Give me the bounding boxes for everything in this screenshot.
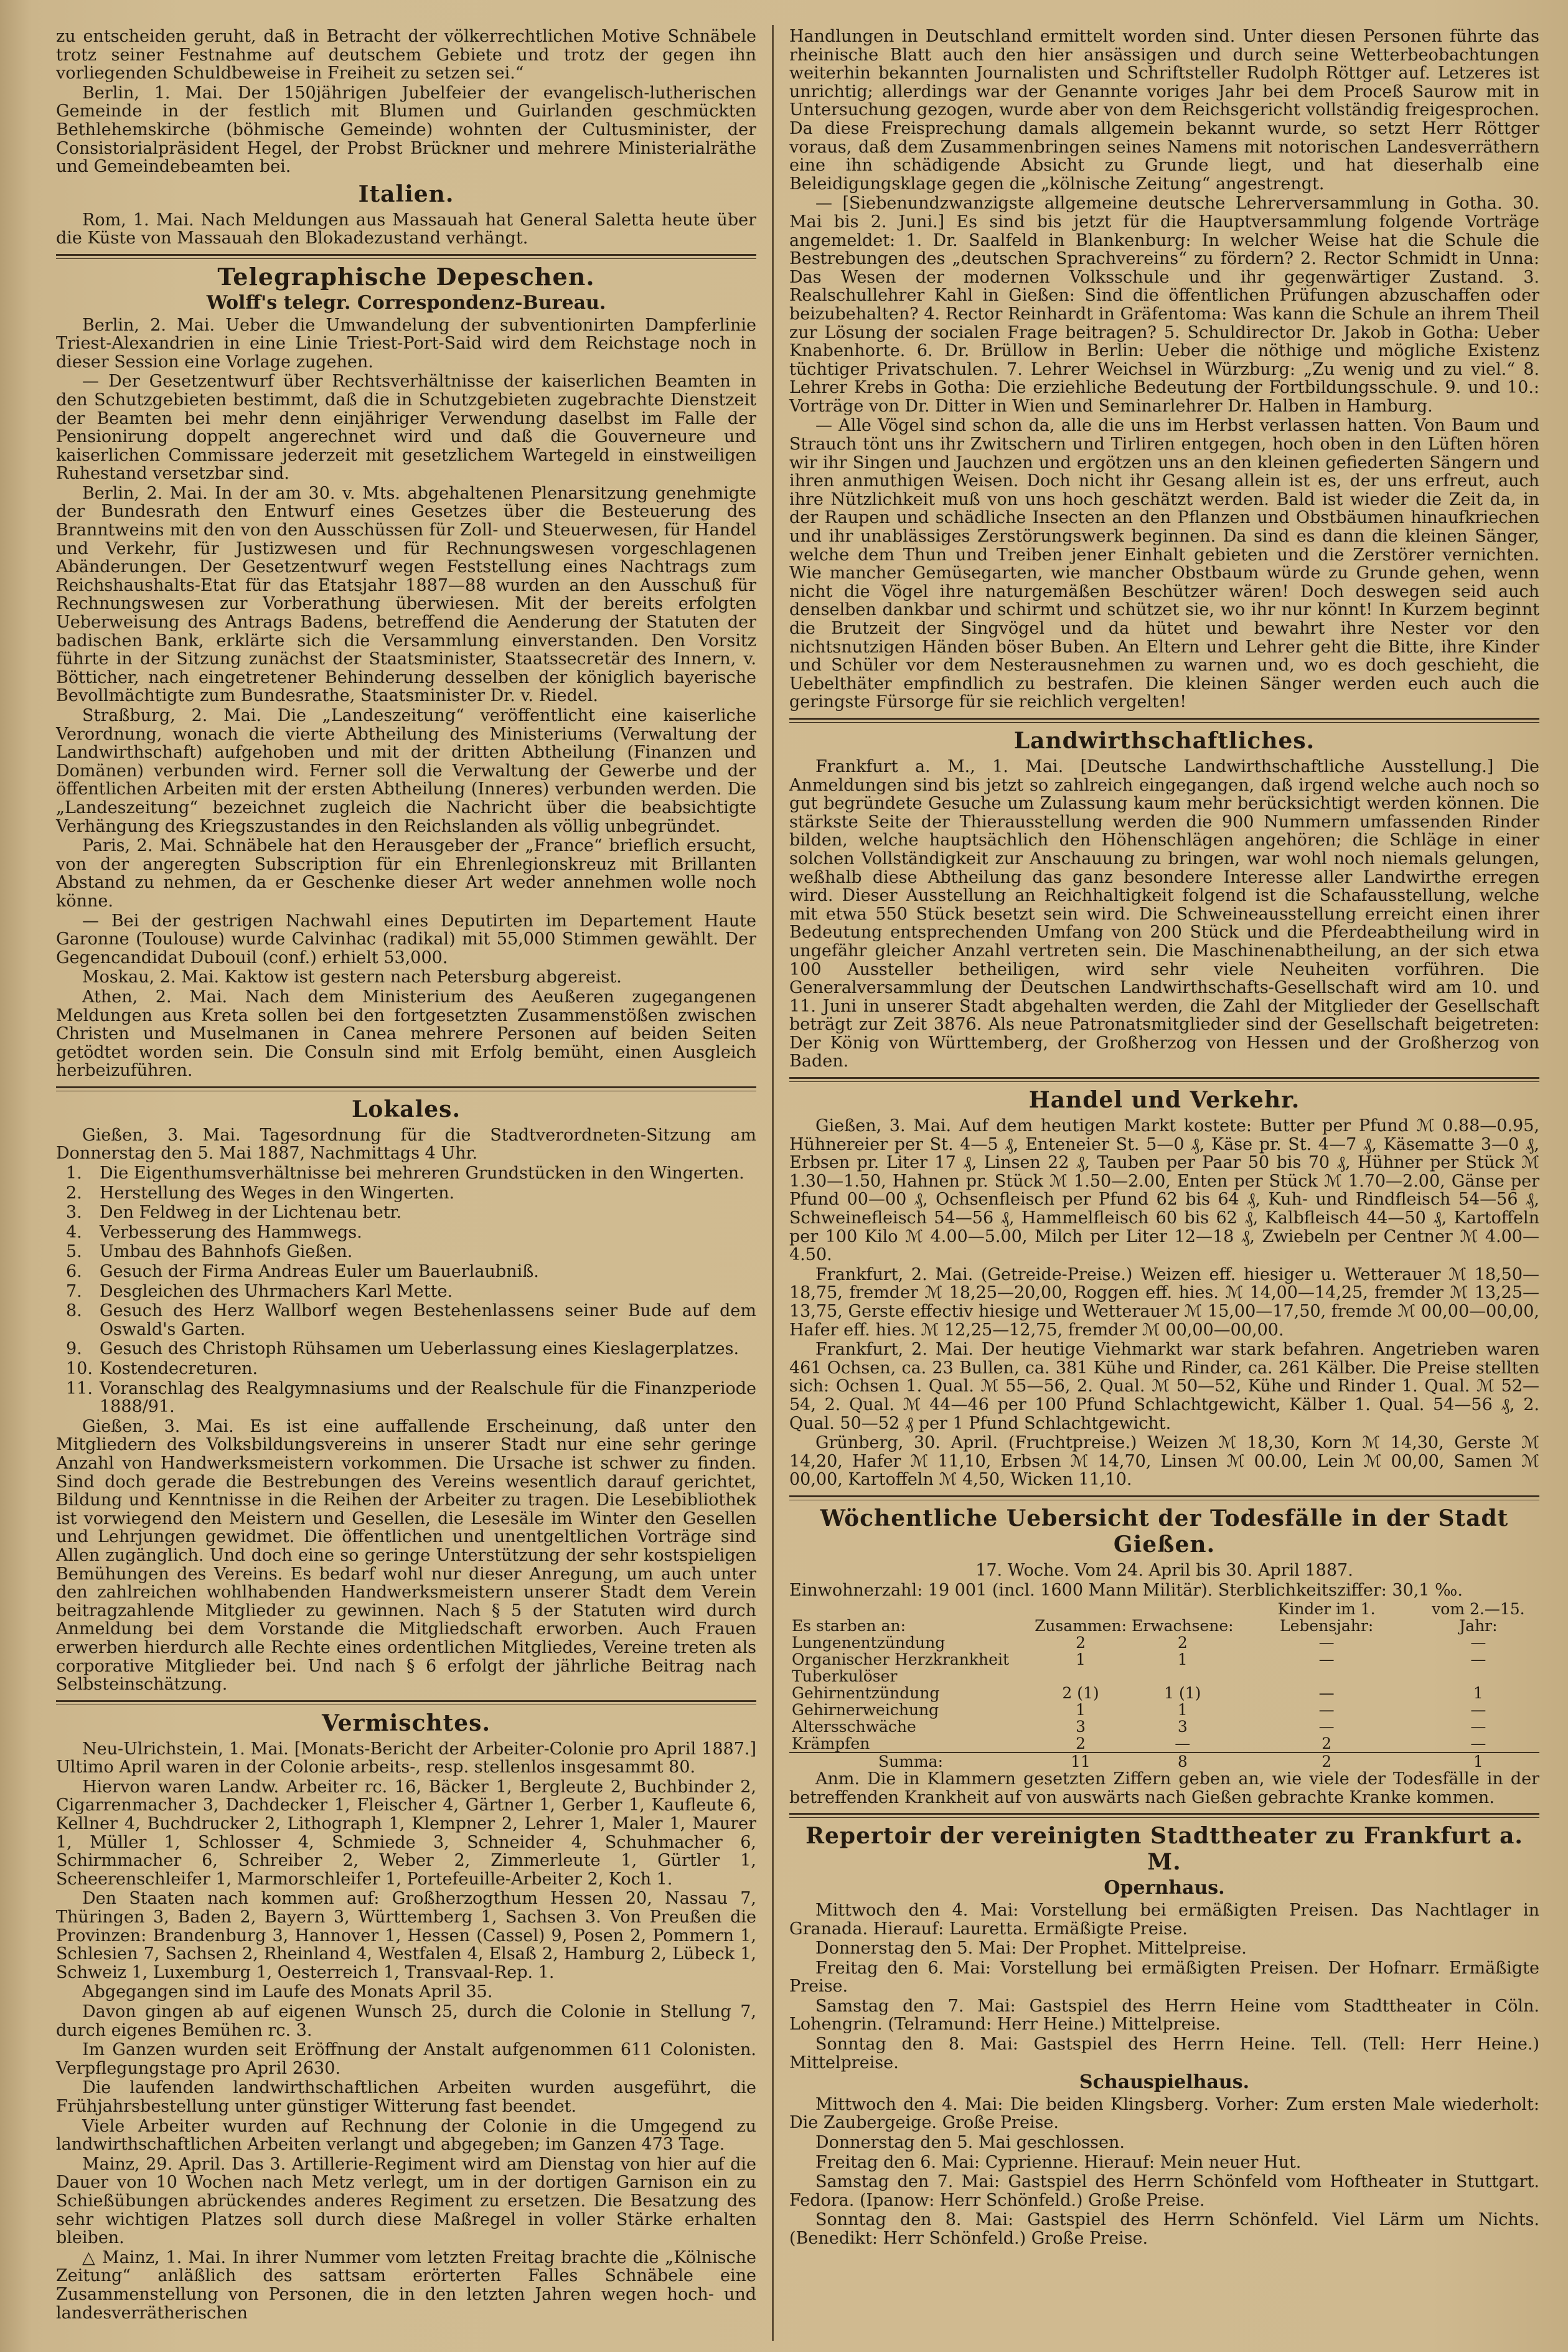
article-paragraph: Grünberg, 30. April. (Fruchtpreise.) Weizen ℳ 18,30, Korn ℳ 14,30, Gerste ℳ 14,20, Hafer ℳ 11,10, Erbsen ℳ 14,70, Linsen ℳ 00.00, Lein ℳ 00,00, Samen ℳ 00,00, Kartoffeln ℳ 4,50, Wicken 11,10. (789, 1433, 1539, 1490)
list-item: 9. Gesuch des Christoph Rühsamen um Ueberlassung eines Kieslagerplatzes. (66, 1339, 739, 1359)
list-item: 2. Herstellung des Weges in den Wingerten. (66, 1183, 455, 1203)
table-cell: — (1175, 1734, 1191, 1753)
table-row (789, 1718, 1539, 1735)
list-item: 8. Gesuch des Herz Wallborf wegen Bestehenlassens seiner Bude auf dem Oswald's Garten. (66, 1301, 756, 1339)
list-item: 3. Den Feldweg in der Lichtenau betr. (66, 1203, 402, 1223)
table-cell: Summa: (878, 1752, 944, 1771)
table-cell: — (1318, 1650, 1335, 1669)
table-cell: — (1470, 1634, 1486, 1652)
schedule-item: Sonntag den 8. Mai: Gastspiel des Herrn Heine. Tell. (Tell: Herr Heine.) Mittelpreise. (789, 2034, 1539, 2072)
section-heading-repertoir: Repertoir der vereinigten Stadttheater zu Frankfurt a. M. (805, 1823, 1523, 1876)
table-cell: Tuberkulöser Gehirnentzündung (792, 1667, 940, 1703)
left-column (56, 27, 756, 2323)
telegraph-items (56, 316, 756, 1080)
article-paragraph: Gießen, 3. Mai. Tagesordnung für die Stadtverordneten-Sitzung am Donnerstag den 5. Mai 1887, Nachmittags 4 Uhr. (56, 1125, 756, 1164)
table-cell: 1 (1473, 1684, 1483, 1703)
table-header-cell: Erwachsene: (1132, 1617, 1234, 1635)
table-cell: 1 (1) (1164, 1684, 1201, 1703)
table-cell: Lungenentzündung (792, 1634, 946, 1652)
section-heading-todesfaelle: Wöchentliche Uebersicht der Todesfälle in der Stadt Gießen. (820, 1505, 1509, 1558)
table-cell: 2 (1322, 1734, 1332, 1753)
agenda-list (56, 1164, 756, 1416)
section-heading-vermischtes: Vermischtes. (322, 1710, 491, 1736)
table-row (789, 1634, 1539, 1651)
table-cell: Organischer Herzkrankheit (792, 1650, 1009, 1669)
schedule-item: Samstag den 7. Mai: Gastspiel des Herrn Schönfeld vom Hoftheater in Stuttgart. Fedora. (Ipanow: Herr Schönfeld.) Große Preise. (789, 2172, 1539, 2210)
article-paragraph: Rom, 1. Mai. Nach Meldungen aus Massauah hat General Saletta heute über die Küste von Massauah den Blokadezustand verhängt. (56, 210, 756, 248)
list-item: 11. Voranschlag des Realgymnasiums und der Realschule für die Finanzperiode 1888/91. (66, 1378, 756, 1417)
article-paragraph: Frankfurt, 2. Mai. Der heutige Viehmarkt war stark befahren. Angetrieben waren 461 Ochsen, ca. 23 Bullen, ca. 381 Kühe und Rinder, ca. 261 Kälber. Die Preise stellten sich: Ochsen 1. Qual. ℳ 55—56, 2. Qual. ℳ 50—52, Kühe und Rinder 1. Qual. ℳ 52—54, 2. Qual. ℳ 44—46 per 100 Pfund Schlachtgewicht, Kälber 1. Qual. 54—56 ₰, 2. Qual. 50—52 ₰ per 1 Pfund Schlachtgewicht. (789, 1340, 1539, 1433)
table-header-cell: vom 2.—15. Jahr: (1432, 1600, 1525, 1635)
table-cell: 11 (1071, 1752, 1091, 1771)
subheading-schauspielhaus: Schauspielhaus. (1079, 2071, 1250, 2094)
column-divider (772, 25, 774, 2341)
article-paragraph: Straßburg, 2. Mai. Die „Landeszeitung“ veröffentlicht eine kaiserliche Verordnung, wonach die vierte Abtheilung des Ministeriums (Verwaltung der Landwirthschaft) aufgehoben und mit der dritten Abtheilung (Finanzen und Domänen) verbunden wird. Ferner soll die Verwaltung der Gewerbe und der öffentlichen Arbeiten mit der ersten Abtheilung (Inneres) verbunden werden. Die „Landeszeitung“ bezeichnet zugleich die Nachricht über die beabsichtigte Verhängung des Kriegszustandes in den Reichslanden als völlig unbegründet. (56, 706, 756, 836)
article-paragraph: Mainz, 29. April. Das 3. Artillerie-Regiment wird am Dienstag von hier auf die Dauer von 10 Wochen nach Metz verlegt, um in der dortigen Garnison ein zu Schießübungen abrückendes anderes Regiment zu ersetzen. Die Besatzung des sehr wichtigen Platzes soll durch diese Maßregel in voller Stärke erhalten bleiben. (56, 2154, 756, 2248)
section-rule (789, 1077, 1539, 1082)
article-paragraph: △ Mainz, 1. Mai. In ihrer Nummer vom letzten Freitag brachte die „Kölnische Zeitung“ anläßlich des sattsam erörterten Falles Schnäbele eine Zusammenstellung von Personen, die in den letzten Jahren wegen hoch- und landesverrätherischen (56, 2247, 756, 2323)
table-cell: 2 (1076, 1634, 1086, 1652)
intro-paragraph: zu entscheiden geruht, daß in Betracht der völkerrechtlichen Motive Schnäbele trotz seiner Festnahme auf deutschem Gebiete und trotz der gegen ihn vorliegenden Schuldbeweise in Freiheit zu setzen sei.“ (56, 27, 756, 83)
article-paragraph: Moskau, 2. Mai. Kaktow ist gestern nach Petersburg abgereist. (82, 967, 622, 987)
article-paragraph: — Bei der gestrigen Nachwahl eines Deputirten im Departement Haute Garonne (Toulouse) wurde Calvinhac (radikal) mit 55,000 Stimmen gewählt. Der Gegencandidat Dubouil (conf.) erhielt 53,000. (56, 911, 756, 967)
table-cell: 2 (1322, 1752, 1332, 1771)
article-paragraph: Gießen, 3. Mai. Es ist eine auffallende Erscheinung, daß unter den Mitgliedern des Volksbildungsvereins in unserer Stadt nur eine sehr geringe Anzahl von Handwerksmeistern vorkommen. Die Ursache ist schwer zu finden. Sind doch gerade die Bestrebungen des Vereins wesentlich darauf gerichtet, Bildung und Kenntnisse in die Reihen der Arbeiter zu tragen. Die Lesebibliothek ist vorwiegend den Meistern und Gesellen, die Lesesäle im Winter den Gesellen und Lehrjungen gewidmet. Die öffentlichen und unentgeltlichen Vorträge sind Allen zugänglich. Und doch eine so geringe Unterstützung der sehr kostspieligen Bemühungen des Vereins. Es bedarf wohl nur dieser Anregung, um auch unter den zahlreichen wohlhabenden Handwerksmeistern unserer Stadt dem Verein beitragzahlende Mitglieder zu gewinnen. Nach § 5 der Statuten wird durch Anmeldung bei dem Vorstande die Mitgliedschaft erworben. Auch Frauen erwerben hierdurch alle Rechte eines ordentlichen Mitgliedes, Vereine treten als corporative Mitglieder bei. Und nach § 6 erfolgt der jährliche Beitrag nach Selbsteinschätzung. (56, 1416, 756, 1695)
article-paragraph: — [Siebenundzwanzigste allgemeine deutsche Lehrerversammlung in Gotha. 30. Mai bis 2. Juni.] Es sind bis jetzt für die Hauptversammlung folgende Vorträge angemeldet: 1. Dr. Saalfeld in Blankenburg: In welcher Weise hat die Schule die Bestrebungen des „deutschen Sprachvereins“ zu fördern? 2. Rector Schmidt in Unna: Das Wesen der modernen Volksschule und ihr gegenwärtiger Zustand. 3. Realschullehrer Kahl in Gießen: Sind die öffentlichen Prüfungen abzuschaffen oder beizubehalten? 4. Rector Reinhardt in Gräfentoma: Was kann die Schule an ihrem Theil zur Lösung der socialen Frage beitragen? 5. Schuldirector Dr. Jakob in Gotha: Ueber Knabenhorte. 6. Dr. Brüllow in Berlin: Ueber die nöthige und mögliche Existenz tüchtiger Privatschulen. 7. Lehrer Weichsel in Würzburg: „Zu wenig und zu viel.“ 8. Lehrer Krebs in Gotha: Die erziehliche Bedeutung der Fortbildungsschule. 9. und 10.: Vorträge von Dr. Ditter in Wien und Seminarlehrer Dr. Halben in Hamburg. (789, 194, 1539, 416)
schedule-item: Freitag den 6. Mai: Vorstellung bei ermäßigten Preisen. Der Hofnarr. Ermäßigte Preise. (789, 1958, 1539, 1997)
section-heading-telegraph: Telegraphische Depeschen. (217, 262, 595, 291)
table-cell: — (1470, 1734, 1486, 1753)
article-paragraph: Hiervon waren Landw. Arbeiter rc. 16, Bäcker 1, Bergleute 2, Buchbinder 2, Cigarrenmacher 3, Dachdecker 1, Fleischer 4, Gärtner 1, Gerber 1, Kaufleute 6, Kellner 4, Buchdrucker 2, Lithograph 1, Klempner 2, Lehrer 1, Maler 1, Maurer 1, Müller 1, Schlosser 4, Schmiede 3, Schneider 4, Schuhmacher 6, Schirmmacher 6, Schreiber 2, Weber 2, Zimmerleute 1, Gürtler 1, Scheerenschleifer 1, Marmorschleifer 1, Portefeuille-Arbeiter 2, Koch 1. (56, 1777, 756, 1889)
table-cell: 1 (1473, 1752, 1483, 1771)
section-rule (789, 1495, 1539, 1500)
article-paragraph: Davon gingen ab auf eigenen Wunsch 25, durch die Colonie in Stellung 7, durch eigenes Bemühen rc. 3. (56, 2002, 756, 2040)
section-heading-handel: Handel und Verkehr. (1028, 1087, 1300, 1114)
table-row (789, 1701, 1539, 1718)
section-rule (789, 1813, 1539, 1818)
table-cell: 8 (1177, 1752, 1188, 1771)
table-cell: 1 (1076, 1650, 1086, 1669)
section-rule (56, 254, 756, 259)
article-paragraph: Gießen, 3. Mai. Auf dem heutigen Markt kostete: Butter per Pfund ℳ 0.88—0.95, Hühnereier per St. 4—5 ₰, Enteneier St. 5—0 ₰, Käse pr. St. 4—7 ₰, Käsematte 3—0 ₰, Erbsen pr. Liter 17 ₰, Linsen 22 ₰, Tauben per Paar 50 bis 70 ₰, Hühner per Stück ℳ 1.30—1.50, Hahnen pr. Stück ℳ 1.50—2.00, Enten per Stück ℳ 1.70—2.00, Gänse per Pfund 00—00 ₰, Ochsenfleisch per Pfund 62 bis 64 ₰, Kuh- und Rindfleisch 54—56 ₰, Schweinefleisch 54—56 ₰, Hammelfleisch 60 bis 62 ₰, Kalbfleisch 44—50 ₰, Kartoffeln per 100 Kilo ℳ 4.00—5.00, Milch per Liter 12—18 ₰, Zwiebeln per Centner ℳ 4.00—4.50. (789, 1116, 1539, 1265)
section-heading-lokales: Lokales. (352, 1096, 461, 1122)
section-heading-italien: Italien. (358, 181, 454, 207)
subheading-opernhaus: Opernhaus. (1104, 1877, 1225, 1899)
table-cell: — (1470, 1650, 1486, 1669)
section-rule (789, 718, 1539, 723)
table-header-cell: Es starben an: (792, 1617, 906, 1635)
table-cell: — (1318, 1718, 1335, 1736)
list-item: 4. Verbesserung des Hammwegs. (66, 1222, 362, 1242)
section-rule (56, 1086, 756, 1091)
table-cell: 2 (1) (1062, 1684, 1099, 1703)
table-header-row (789, 1601, 1539, 1634)
table-cell: 1 (1177, 1701, 1188, 1719)
article-paragraph: Neu-Ulrichstein, 1. Mai. [Monats-Bericht der Arbeiter-Colonie pro April 1887.] Ultimo April waren in der Colonie arbeits-, resp. stellenlos insgesammt 80. (56, 1739, 756, 1777)
article-paragraph: Athen, 2. Mai. Nach dem Ministerium des Aeußeren zugegangenen Meldungen aus Kreta sollen bei den fortgesetzten Zusammenstößen zwischen Christen und Muselmanen in Canea mehrere Personen auf beiden Seiten getödtet worden sein. Die Consuln sind mit Erfolg bemüht, einen Ausgleich herbeizuführen. (56, 987, 756, 1081)
list-item: 6. Gesuch der Firma Andreas Euler um Bauerlaubniß. (66, 1262, 539, 1282)
article-paragraph: Berlin, 2. Mai. In der am 30. v. Mts. abgehaltenen Plenarsitzung genehmigte der Bundesrath den Entwurf eines Gesetzes über die Besteuerung des Branntweins mit den von den Ausschüssen für Zoll- und Steuerwesen, für Handel und Verkehr, für Justizwesen und für Rechnungswesen vorgeschlagenen Abänderungen. Der Gesetzentwurf wegen Feststellung eines Nachtrags zum Reichshaushalts-Etat für das Etatsjahr 1887—88 wurden an den Ausschuß für Rechnungswesen zur Vorberathung überwiesen. Mit der bereits erfolgten Ueberweisung des Antrags Badens, betreffend die Aenderung der Statuten der badischen Bank, erklärte sich die Versammlung einverstanden. Den Vorsitz führte in der Sitzung zunächst der Staatsminister, Staatssecretär des Innern, v. Bötticher, nach eingetretener Behinderung desselben der königlich bayerische Bevollmächtigte zum Bundesrathe, Staatsminister Dr. v. Riedel. (56, 483, 756, 706)
table-cell: Altersschwäche (792, 1718, 916, 1736)
schedule-item: Mittwoch den 4. Mai: Die beiden Klingsberg. Vorher: Zum ersten Male wiederholt: Die Zaubergeige. Große Preise. (789, 2094, 1539, 2133)
article-paragraph: Den Staaten nach kommen auf: Großherzogthum Hessen 20, Nassau 7, Thüringen 3, Baden 2, Bayern 3, Württemberg 1, Sachsen 3. Von Preußen die Provinzen: Brandenburg 3, Hannover 1, Hessen (Cassel) 9, Posen 2, Pommern 1, Schlesien 7, Sachsen 2, Rheinland 4, Westfalen 4, Elsaß 2, Hamburg 2, Lübeck 1, Schweiz 1, Luxemburg 1, Oesterreich 1, Transvaal-Rep. 1. (56, 1889, 756, 1982)
schedule-item: Freitag den 6. Mai: Cyprienne. Hierauf: Mein neuer Hut. (815, 2152, 1302, 2172)
article-paragraph: Handlungen in Deutschland ermittelt worden sind. Unter diesen Personen führte das rheinische Blatt auch den hier ansässigen und durch seine Wetterbeobachtungen weiterhin bekannten Journalisten und Schriftsteller Rudolph Röttger auf. Letzeres ist unrichtig; allerdings war der Genannte voriges Jahr bei dem Proceß Saurow mit in Untersuchung gezogen, wurde aber von dem Reichsgericht vollständig freigesprochen. Da diese Freisprechung damals allgemein bekannt wurde, so setzt Herr Röttger voraus, daß dem Zusammenbringen seines Namens mit notorischen Landesverräthern eine ihn schädigende Absicht zu Grunde liegt, und hat dieserhalb eine Beleidigungsklage gegen die „kölnische Zeitung“ angestrengt. (789, 27, 1539, 194)
table-row (789, 1668, 1539, 1701)
table-row (789, 1735, 1539, 1752)
table-row (789, 1651, 1539, 1668)
table-cell: 2 (1177, 1634, 1188, 1652)
article-paragraph: Frankfurt a. M., 1. Mai. [Deutsche Landwirthschaftliche Ausstellung.] Die Anmeldungen sind bis jetzt so zahlreich eingegangen, daß irgend welche auch noch so gut begründete Gesuche um Zulassung kaum mehr berücksichtigt werden können. Die stärkste Seite der Thierausstellung werden die 900 Nummern umfassenden Rinder bilden, welche hauptsächlich den Höhenschlägen angehören; die Schläge in einer solchen Vollständigkeit zur Anschauung zu bringen, war wohl noch niemals gelungen, weßhalb diese Abtheilung das ganz besondere Interesse aller Landwirthe erregen wird. Dieser Ausstellung an Reichhaltigkeit folgend ist die Schafausstellung, welche mit etwa 550 Stück besetzt sein wird. Die Schweineausstellung erreicht einen ihrer Bedeutung entsprechenden Umfang von 200 Stück und die Pferdeabtheilung wird in ungefähr gleicher Anzahl vertreten sein. Die Maschinenabtheilung, an der sich etwa 100 Aussteller betheiligen, wird sehr viele Neuheiten vorführen. Die Generalversammlung der Deutschen Landwirthschafts-Gesellschaft wird am 10. und 11. Juni in unserer Stadt abgehalten werden, die Zahl der Mitglieder der Gesellschaft beträgt zur Zeit 3876. Als neue Patronatsmitglieder sind der Gesellschaft beigetreten: Der König von Württemberg, der Großherzog von Hessen und der Großherzog von Baden. (789, 756, 1539, 1071)
table-cell: 2 (1076, 1734, 1086, 1753)
table-cell: — (1318, 1684, 1335, 1703)
table-cell: 1 (1177, 1650, 1188, 1669)
article-paragraph: Viele Arbeiter wurden auf Rechnung der Colonie in die Umgegend zu landwirthschaftlichen Arbeiten verlangt und abgegeben; im Ganzen 473 Tage. (56, 2116, 756, 2155)
table-header-cell: Kinder im 1. Lebensjahr: (1277, 1600, 1376, 1635)
schedule-item: Donnerstag den 5. Mai: Der Prophet. Mittelpreise. (815, 1939, 1247, 1959)
section-rule (56, 1700, 756, 1705)
table-header-cell: Zusammen: (1035, 1617, 1127, 1635)
table-cell: Gehirnerweichung (792, 1701, 939, 1719)
article-paragraph: Im Ganzen wurden seit Eröffnung der Anstalt aufgenommen 611 Colonisten. Verpflegungstage pro April 2630. (56, 2040, 756, 2078)
table-note: Anm. Die in Klammern gesetzten Ziffern geben an, wie viele der Todesfälle in der betreffenden Krankheit auf von auswärts nach Gießen gebrachte Kranke kommen. (789, 1769, 1539, 1807)
article-paragraph: Frankfurt, 2. Mai. (Getreide-Preise.) Weizen eff. hiesiger u. Wetterauer ℳ 18,50—18,75, fremder ℳ 18,25—20,00, Roggen eff. hies. ℳ 14,00—14,25, fremder ℳ 13,25—13,75, Gerste effectiv hiesige und Wetterauer ℳ 15,00—17,50, fremde ℳ 00,00—00,00, Hafer eff. hies. ℳ 12,25—12,75, fremder ℳ 00,00—00,00. (789, 1264, 1539, 1340)
schedule-item: Sonntag den 8. Mai: Gastspiel des Herrn Schönfeld. Viel Lärm um Nichts. (Benedikt: Herr Schönfeld.) Große Preise. (789, 2210, 1539, 2248)
week-line: 17. Woche. Vom 24. April bis 30. April 1887. (975, 1560, 1353, 1580)
schedule-item: Samstag den 7. Mai: Gastspiel des Herrn Heine vom Stadttheater in Cöln. Lohengrin. (Telramund: Herr Heine.) Mittelpreise. (789, 1996, 1539, 2034)
list-item: 7. Desgleichen des Uhrmachers Karl Mette. (66, 1281, 453, 1301)
table-cell: 3 (1177, 1718, 1188, 1736)
table-cell: 1 (1076, 1701, 1086, 1719)
article-paragraph: — Der Gesetzentwurf über Rechtsverhältnisse der kaiserlichen Beamten in den Schutzgebieten bestimmt, daß die in Schutzgebieten zugebrachte Dienstzeit der Beamten bei mehr denn einjähriger Verwendung daselbst im Falle der Pensionirung doppelt angerechnet wird und daß die Gouverneure und kaiserlichen Commissare jederzeit mit gesetzlichem Wartegeld in einstweiligen Ruhestand versetzbar sind. (56, 372, 756, 484)
table-cell: — (1318, 1634, 1335, 1652)
article-paragraph: Die laufenden landwirthschaftlichen Arbeiten wurden ausgeführt, die Frühjahrsbestellung unter günstiger Witterung fast beendet. (56, 2078, 756, 2116)
section-subheading: Wolff's telegr. Correspondenz-Bureau. (206, 291, 606, 314)
list-item: 1. Die Eigenthumsverhältnisse bei mehreren Grundstücken in den Wingerten. (66, 1164, 744, 1183)
list-item: 10. Kostendecreturen. (66, 1359, 258, 1378)
deaths-table (789, 1601, 1539, 1770)
table-cell: — (1470, 1701, 1486, 1719)
table-cell: Krämpfen (792, 1734, 870, 1753)
list-item: 5. Umbau des Bahnhofs Gießen. (66, 1242, 353, 1262)
article-paragraph: Paris, 2. Mai. Schnäbele hat den Herausgeber der „France“ brieflich ersucht, von der angeregten Subscription für ein Ehrenlegionskreuz mit Brillanten Abstand zu nehmen, da er Geschenke dieser Art weder annehmen wolle noch könne. (56, 836, 756, 911)
table-cell: — (1470, 1718, 1486, 1736)
table-cell: 3 (1076, 1718, 1086, 1736)
section-heading-landwirthschaft: Landwirthschaftliches. (1013, 727, 1315, 754)
right-column (789, 27, 1539, 2249)
article-paragraph: Berlin, 2. Mai. Ueber die Umwandelung der subventionirten Dampferlinie Triest-Alexandrien in eine Linie Triest-Port-Said wird dem Reichstage noch in dieser Session eine Vorlage zugehen. (56, 315, 756, 372)
schedule-item: Donnerstag den 5. Mai geschlossen. (815, 2133, 1125, 2153)
intro-paragraph: Berlin, 1. Mai. Der 150jährigen Jubelfeier der evangelisch-lutherischen Gemeinde in der festlich mit Blumen und Guirlanden geschmückten Bethlehemskirche (böhmische Gemeinde) wohnten der Cultusminister, der Consistorialpräsident Hegel, der Probst Brückner und mehrere Ministerialräthe und Gemeindebeamten bei. (56, 83, 756, 177)
article-paragraph: — Alle Vögel sind schon da, alle die uns im Herbst verlassen hatten. Von Baum und Strauch tönt uns ihr Zwitschern und Tirliren entgegen, hoch oben in den Lüften hören wir ihr Singen und Jauchzen und ergötzen uns an den kleinen gefiederten Sängern und ihren anmuthigen Weisen. Doch nicht ihr Gesang allein ist es, der uns erfreut, auch ihre Nützlichkeit muß von uns hoch geschätzt werden. Bald ist wieder die Zeit da, in der Raupen und schädliche Insecten an den Pflanzen und Obstbäumen hinaufkriechen und ihr unablässiges Zerstörungswerk beginnen. Da sind es dann die kleinen Sänger, welche dem Thun und Treiben jener Einhalt gebieten und die Zerstörer vernichten. Wie mancher Gemüsegarten, wie mancher Obstbaum würde zu Grunde gehen, wenn nicht die Vögel ihre naturgemäßen Beschützer wären! Doch deswegen seid auch denselben dankbar und schirmt und schützet sie, wo ihr nur könnt! In Kurzem beginnt die Brutzeit der Singvögel und da hütet und bewahrt ihre Nester vor den nichtsnutzigen Händen böser Buben. An Eltern und Lehrer geht die Bitte, ihre Kinder und Schüler vor dem Nesterausnehmen zu warnen und, wo es doch geschieht, die Uebelthäter empfindlich zu bestrafen. Die kleinen Sänger werden euch auch die geringste Fürsorge für sie reichlich vergelten! (789, 416, 1539, 712)
population-line: Einwohnerzahl: 19 001 (incl. 1600 Mann Militär). Sterblichkeitsziffer: 30,1 ‰. (789, 1580, 1463, 1600)
article-paragraph: Abgegangen sind im Laufe des Monats April 35. (82, 1982, 493, 2002)
table-sum-row (789, 1752, 1539, 1770)
schedule-item: Mittwoch den 4. Mai: Vorstellung bei ermäßigten Preisen. Das Nachtlager in Granada. Hierauf: Lauretta. Ermäßigte Preise. (789, 1900, 1539, 1939)
table-cell: — (1318, 1701, 1335, 1719)
